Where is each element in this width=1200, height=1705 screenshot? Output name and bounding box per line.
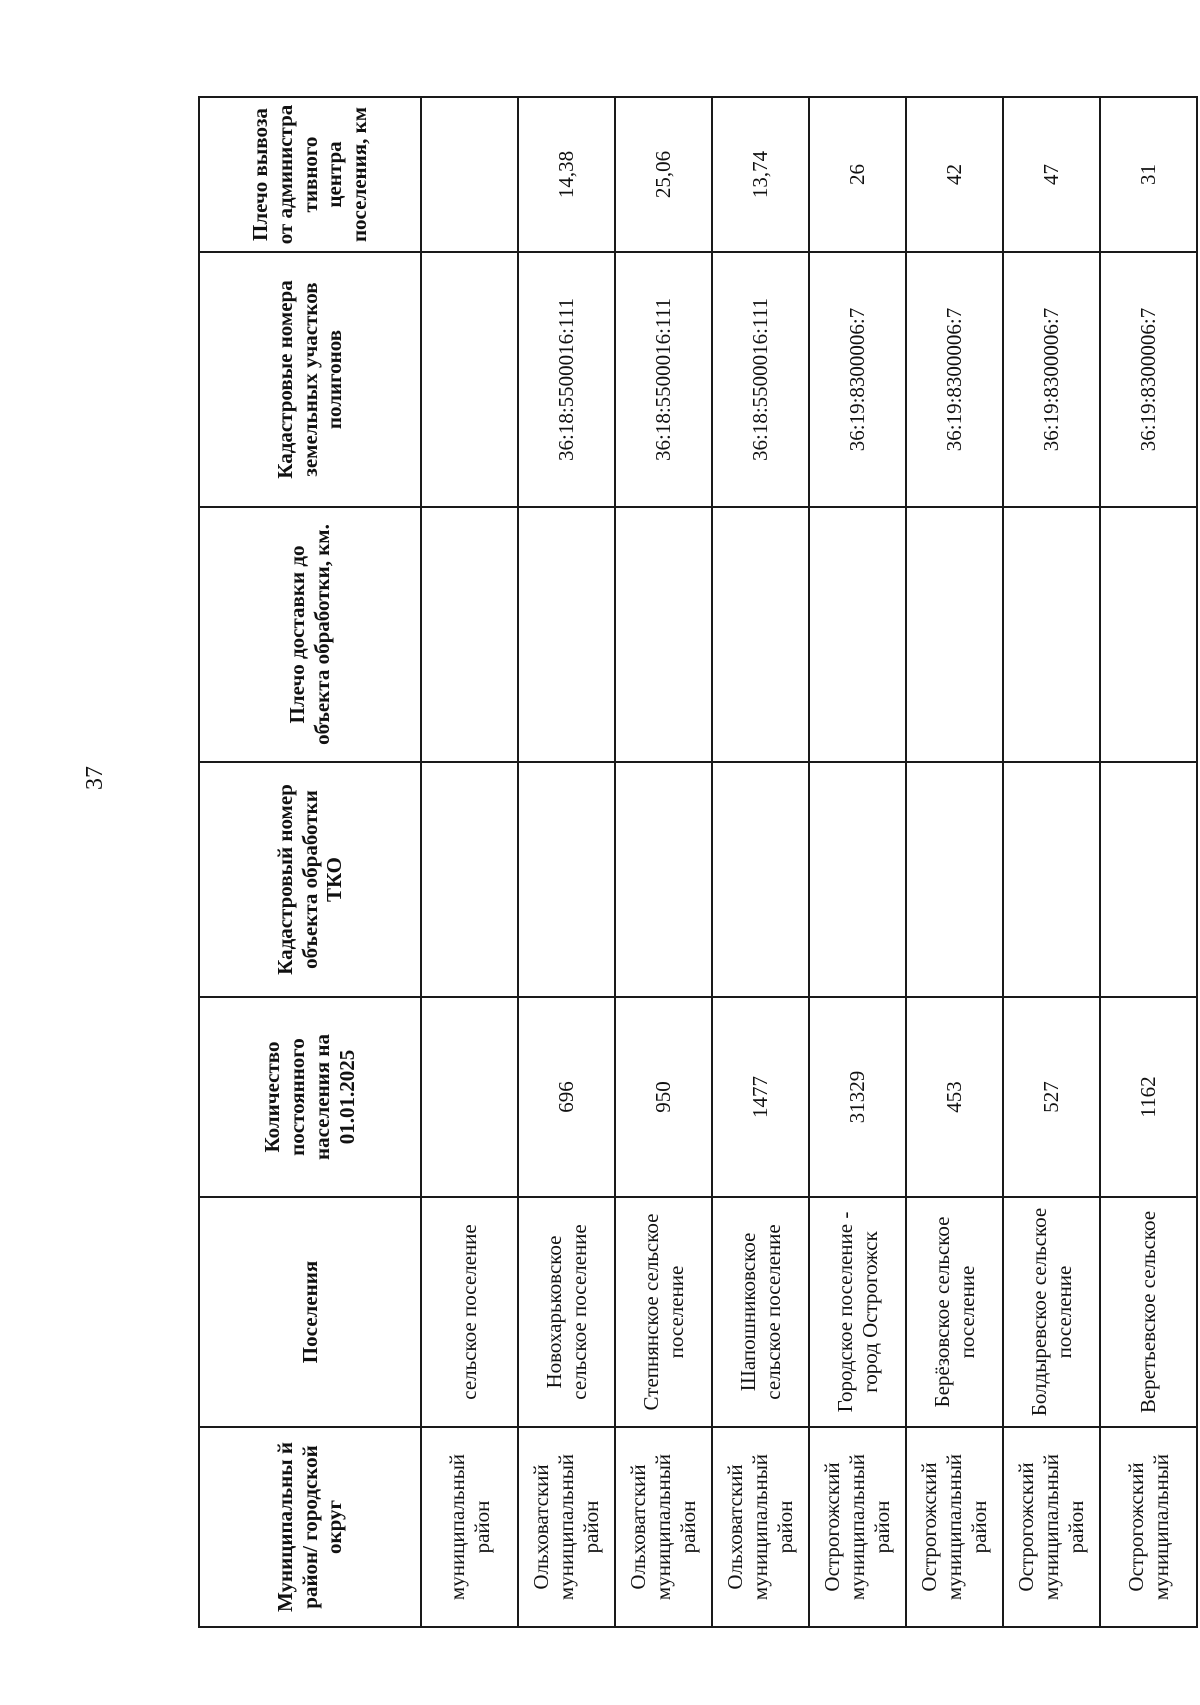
header-delivery-km: Плечо доставки до объекта обработки, км.	[199, 507, 421, 762]
cell-population: 1162	[1100, 997, 1197, 1197]
cell-cad-landfill: 36:19:8300006:7	[1100, 252, 1197, 507]
page-number: 37	[82, 766, 108, 790]
table-row	[615, 97, 712, 1627]
table-header-row	[199, 97, 421, 1627]
cell-export-km: 31	[1100, 97, 1197, 252]
cell-population: 527	[1003, 997, 1100, 1197]
cell-export-km: 25,06	[615, 97, 712, 252]
cell-district: Ольховатский муниципальный район	[615, 1427, 712, 1627]
cell-delivery-km	[906, 507, 1003, 762]
cell-cad-processing	[712, 762, 809, 997]
cell-population: 453	[906, 997, 1003, 1197]
cell-delivery-km	[1100, 507, 1197, 762]
cell-delivery-km	[809, 507, 906, 762]
cell-settlement: сельское поселение	[421, 1197, 518, 1427]
header-cad-processing: Кадастровый номер объекта обработки ТКО	[199, 762, 421, 997]
cell-district: муниципальный район	[421, 1427, 518, 1627]
cell-cad-processing	[421, 762, 518, 997]
header-cad-landfill: Кадастровые номера земельных участков полигонов	[199, 252, 421, 507]
cell-district: Острогожский муниципальный	[1100, 1427, 1197, 1627]
rotated-table-container	[198, 98, 1198, 1628]
cell-delivery-km	[712, 507, 809, 762]
cell-settlement: Болдыревское сельское поселение	[1003, 1197, 1100, 1427]
table-row	[906, 97, 1003, 1627]
cell-export-km: 47	[1003, 97, 1100, 252]
cell-cad-processing	[1003, 762, 1100, 997]
header-population: Количество постоянного населения на 01.01.2025	[199, 997, 421, 1197]
cell-cad-landfill: 36:18:5500016:111	[712, 252, 809, 507]
header-export-km: Плечо вывоза от администра тивного центра поселения, км	[199, 97, 421, 252]
cell-cad-processing	[1100, 762, 1197, 997]
header-district: Муниципальны й район/ городской округ	[199, 1427, 421, 1627]
cell-population	[421, 997, 518, 1197]
cell-cad-processing	[518, 762, 615, 997]
cell-cad-processing	[906, 762, 1003, 997]
cell-delivery-km	[1003, 507, 1100, 762]
cell-export-km	[421, 97, 518, 252]
cell-settlement: Городское поселение - город Острогожск	[809, 1197, 906, 1427]
cell-export-km: 42	[906, 97, 1003, 252]
cell-export-km: 13,74	[712, 97, 809, 252]
cell-delivery-km	[421, 507, 518, 762]
table-row	[518, 97, 615, 1627]
cell-cad-landfill: 36:19:8300006:7	[906, 252, 1003, 507]
cell-cad-landfill: 36:18:5500016:111	[518, 252, 615, 507]
cell-export-km: 26	[809, 97, 906, 252]
table-row	[1003, 97, 1100, 1627]
cell-district: Острогожский муниципальный район	[906, 1427, 1003, 1627]
cell-cad-landfill	[421, 252, 518, 507]
cell-settlement: Степнянское сельское поселение	[615, 1197, 712, 1427]
cell-population: 696	[518, 997, 615, 1197]
cell-cad-landfill: 36:18:5500016:111	[615, 252, 712, 507]
cell-cad-landfill: 36:19:8300006:7	[809, 252, 906, 507]
cell-district: Ольховатский муниципальный район	[712, 1427, 809, 1627]
cell-cad-processing	[615, 762, 712, 997]
cell-settlement: Новохарьковское сельское поселение	[518, 1197, 615, 1427]
cell-delivery-km	[518, 507, 615, 762]
landfill-table	[198, 96, 1198, 1628]
cell-district: Острогожский муниципальный район	[809, 1427, 906, 1627]
table-frame	[198, 98, 1198, 1628]
cell-delivery-km	[615, 507, 712, 762]
cell-cad-processing	[809, 762, 906, 997]
cell-export-km: 14,38	[518, 97, 615, 252]
cell-population: 31329	[809, 997, 906, 1197]
cell-district: Ольховатский муниципальный район	[518, 1427, 615, 1627]
header-settlement: Поселения	[199, 1197, 421, 1427]
cell-settlement: Шапошниковское сельское поселение	[712, 1197, 809, 1427]
cell-population: 950	[615, 997, 712, 1197]
cell-settlement: Берёзовское сельское поселение	[906, 1197, 1003, 1427]
table-row	[712, 97, 809, 1627]
cell-district: Острогожский муниципальный район	[1003, 1427, 1100, 1627]
table-row	[809, 97, 906, 1627]
table-row	[1100, 97, 1197, 1627]
cell-settlement: Веретьевское сельское	[1100, 1197, 1197, 1427]
cell-cad-landfill: 36:19:8300006:7	[1003, 252, 1100, 507]
table-row	[421, 97, 518, 1627]
cell-population: 1477	[712, 997, 809, 1197]
